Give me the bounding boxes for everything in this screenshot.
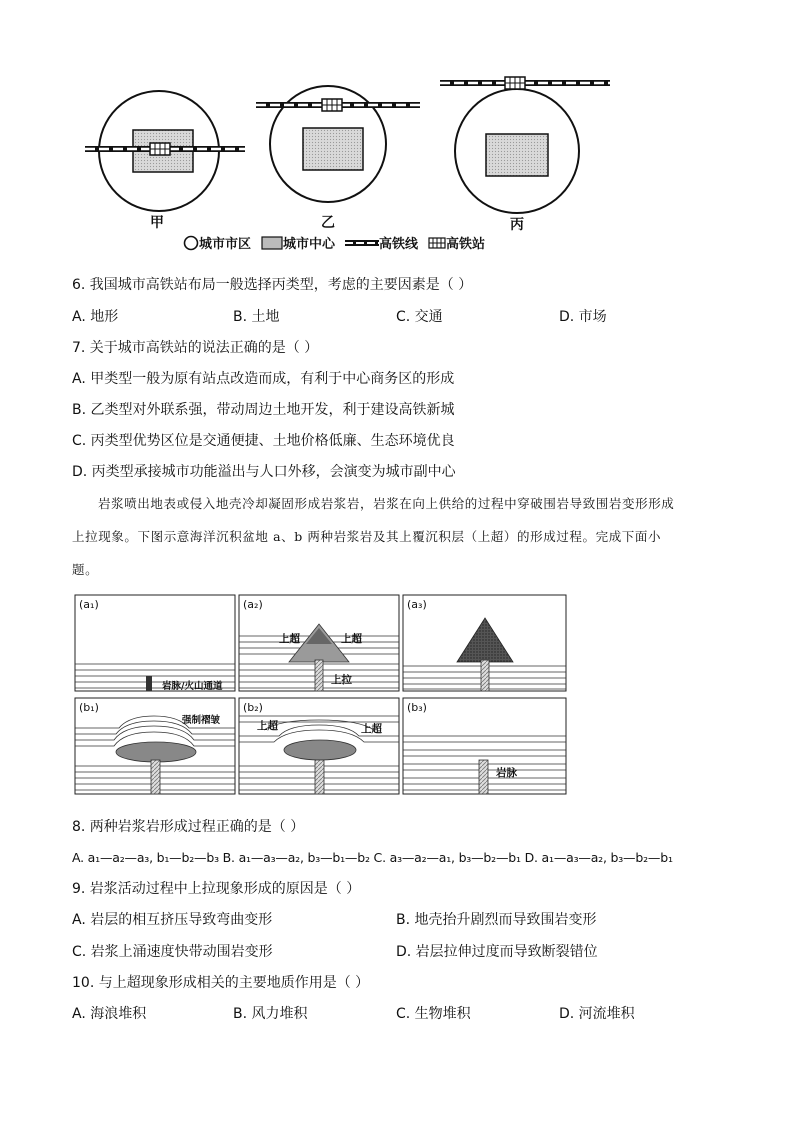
layout-jia <box>85 91 245 211</box>
q9-option-c[interactable]: C. 岩浆上涌速度快带动围岩变形 <box>72 944 273 960</box>
q10-option-c[interactable]: C. 生物堆积 <box>396 1006 471 1022</box>
b2-onlap-left: 上超 <box>257 720 278 732</box>
q10-option-a[interactable]: A. 海浪堆积 <box>72 1006 147 1022</box>
panel-label-a1: (a₁) <box>79 598 99 611</box>
label-bing: 丙 <box>510 217 524 233</box>
q10-option-b[interactable]: B. 风力堆积 <box>233 1006 308 1022</box>
legend-hsr-station: 高铁站 <box>428 233 485 252</box>
question-7-stem: 7. 关于城市高铁站的说法正确的是（ ） <box>72 340 319 356</box>
a2-pull-up: 上拉 <box>331 674 352 686</box>
panel-b1 <box>75 716 235 794</box>
legend-city-area: 城市市区 <box>183 233 251 252</box>
q7-option-a[interactable]: A. 甲类型一般为原有站点改造而成，有利于中心商务区的形成 <box>72 371 455 387</box>
panel-a3 <box>403 618 566 691</box>
legend-hsr-line: 高铁线 <box>345 233 418 252</box>
q7-option-d[interactable]: D. 丙类型承接城市功能溢出与人口外移，会演变为城市副中心 <box>72 464 456 480</box>
question-6-stem: 6. 我国城市高铁站布局一般选择丙类型，考虑的主要因素是（ ） <box>72 277 473 293</box>
question-10-stem: 10. 与上超现象形成相关的主要地质作用是（ ） <box>72 975 370 991</box>
a2-onlap-left: 上超 <box>279 633 300 645</box>
figure-magma-panels <box>74 594 568 796</box>
rail-line-icon <box>345 238 379 248</box>
a2-onlap-right: 上超 <box>341 633 362 645</box>
question-8-stem: 8. 两种岩浆岩形成过程正确的是（ ） <box>72 819 305 835</box>
q6-option-c[interactable]: C. 交通 <box>396 309 443 325</box>
reading-passage <box>72 487 724 586</box>
passage-line-3: 题。 <box>72 562 99 577</box>
label-yi: 乙 <box>321 215 335 231</box>
q6-option-a[interactable]: A. 地形 <box>72 309 119 325</box>
passage-line-2: 上拉现象。下图示意海洋沉积盆地 a、b 两种岩浆岩及其上覆沉积层（上超）的形成过程。完成下面小 <box>72 529 662 544</box>
station-grid-icon <box>428 237 446 249</box>
panel-b3 <box>403 736 566 794</box>
q9-option-a[interactable]: A. 岩层的相互挤压导致弯曲变形 <box>72 912 273 928</box>
q9-option-b[interactable]: B. 地壳抬升剧烈而导致围岩变形 <box>396 912 597 928</box>
layout-bing <box>440 77 610 213</box>
layout-yi <box>256 86 420 202</box>
dotted-rect-icon <box>261 236 283 250</box>
panel-a2 <box>239 624 399 691</box>
panel-label-b2: (b₂) <box>243 701 263 714</box>
question-9-stem: 9. 岩浆活动过程中上拉现象形成的原因是（ ） <box>72 881 361 897</box>
panel-label-a2: (a₂) <box>243 598 263 611</box>
q6-option-d[interactable]: D. 市场 <box>559 309 607 325</box>
panel-label-b1: (b₁) <box>79 701 99 714</box>
q6-option-b[interactable]: B. 土地 <box>233 309 280 325</box>
figure1-legend <box>183 233 495 252</box>
b3-dike-label: 岩脉 <box>496 767 517 779</box>
circle-outline-icon <box>183 235 199 251</box>
q7-option-c[interactable]: C. 丙类型优势区位是交通便捷、土地价格低廉、生态环境优良 <box>72 433 455 449</box>
q7-option-b[interactable]: B. 乙类型对外联系强，带动周边土地开发，利于建设高铁新城 <box>72 402 455 418</box>
panel-label-a3: (a₃) <box>407 598 427 611</box>
q9-option-d[interactable]: D. 岩层拉伸过度而导致断裂错位 <box>396 944 598 960</box>
panel-label-b3: (b₃) <box>407 701 427 714</box>
q8-options[interactable]: A. a₁—a₂—a₃, b₁—b₂—b₃ B. a₁—a₃—a₂, b₃—b₁—b₂ C. a₃—a₂—a₁, b₃—b₂—b₁ D. a₁—a₃—a₂, b₃—b₂—b₁ <box>72 850 673 865</box>
label-jia: 甲 <box>150 215 164 231</box>
a1-dike-label: 岩脉/火山通道 <box>162 681 223 692</box>
passage-line-1: 岩浆喷出地表或侵入地壳冷却凝固形成岩浆岩，岩浆在向上供给的过程中穿破围岩导致围岩变形形成 <box>98 496 675 511</box>
b1-forced-fold: 强制褶皱 <box>182 715 221 726</box>
legend-city-center: 城市中心 <box>261 233 335 252</box>
figure-hsr-layouts <box>80 72 620 232</box>
q10-option-d[interactable]: D. 河流堆积 <box>559 1006 635 1022</box>
b2-onlap-right: 上超 <box>361 723 382 735</box>
